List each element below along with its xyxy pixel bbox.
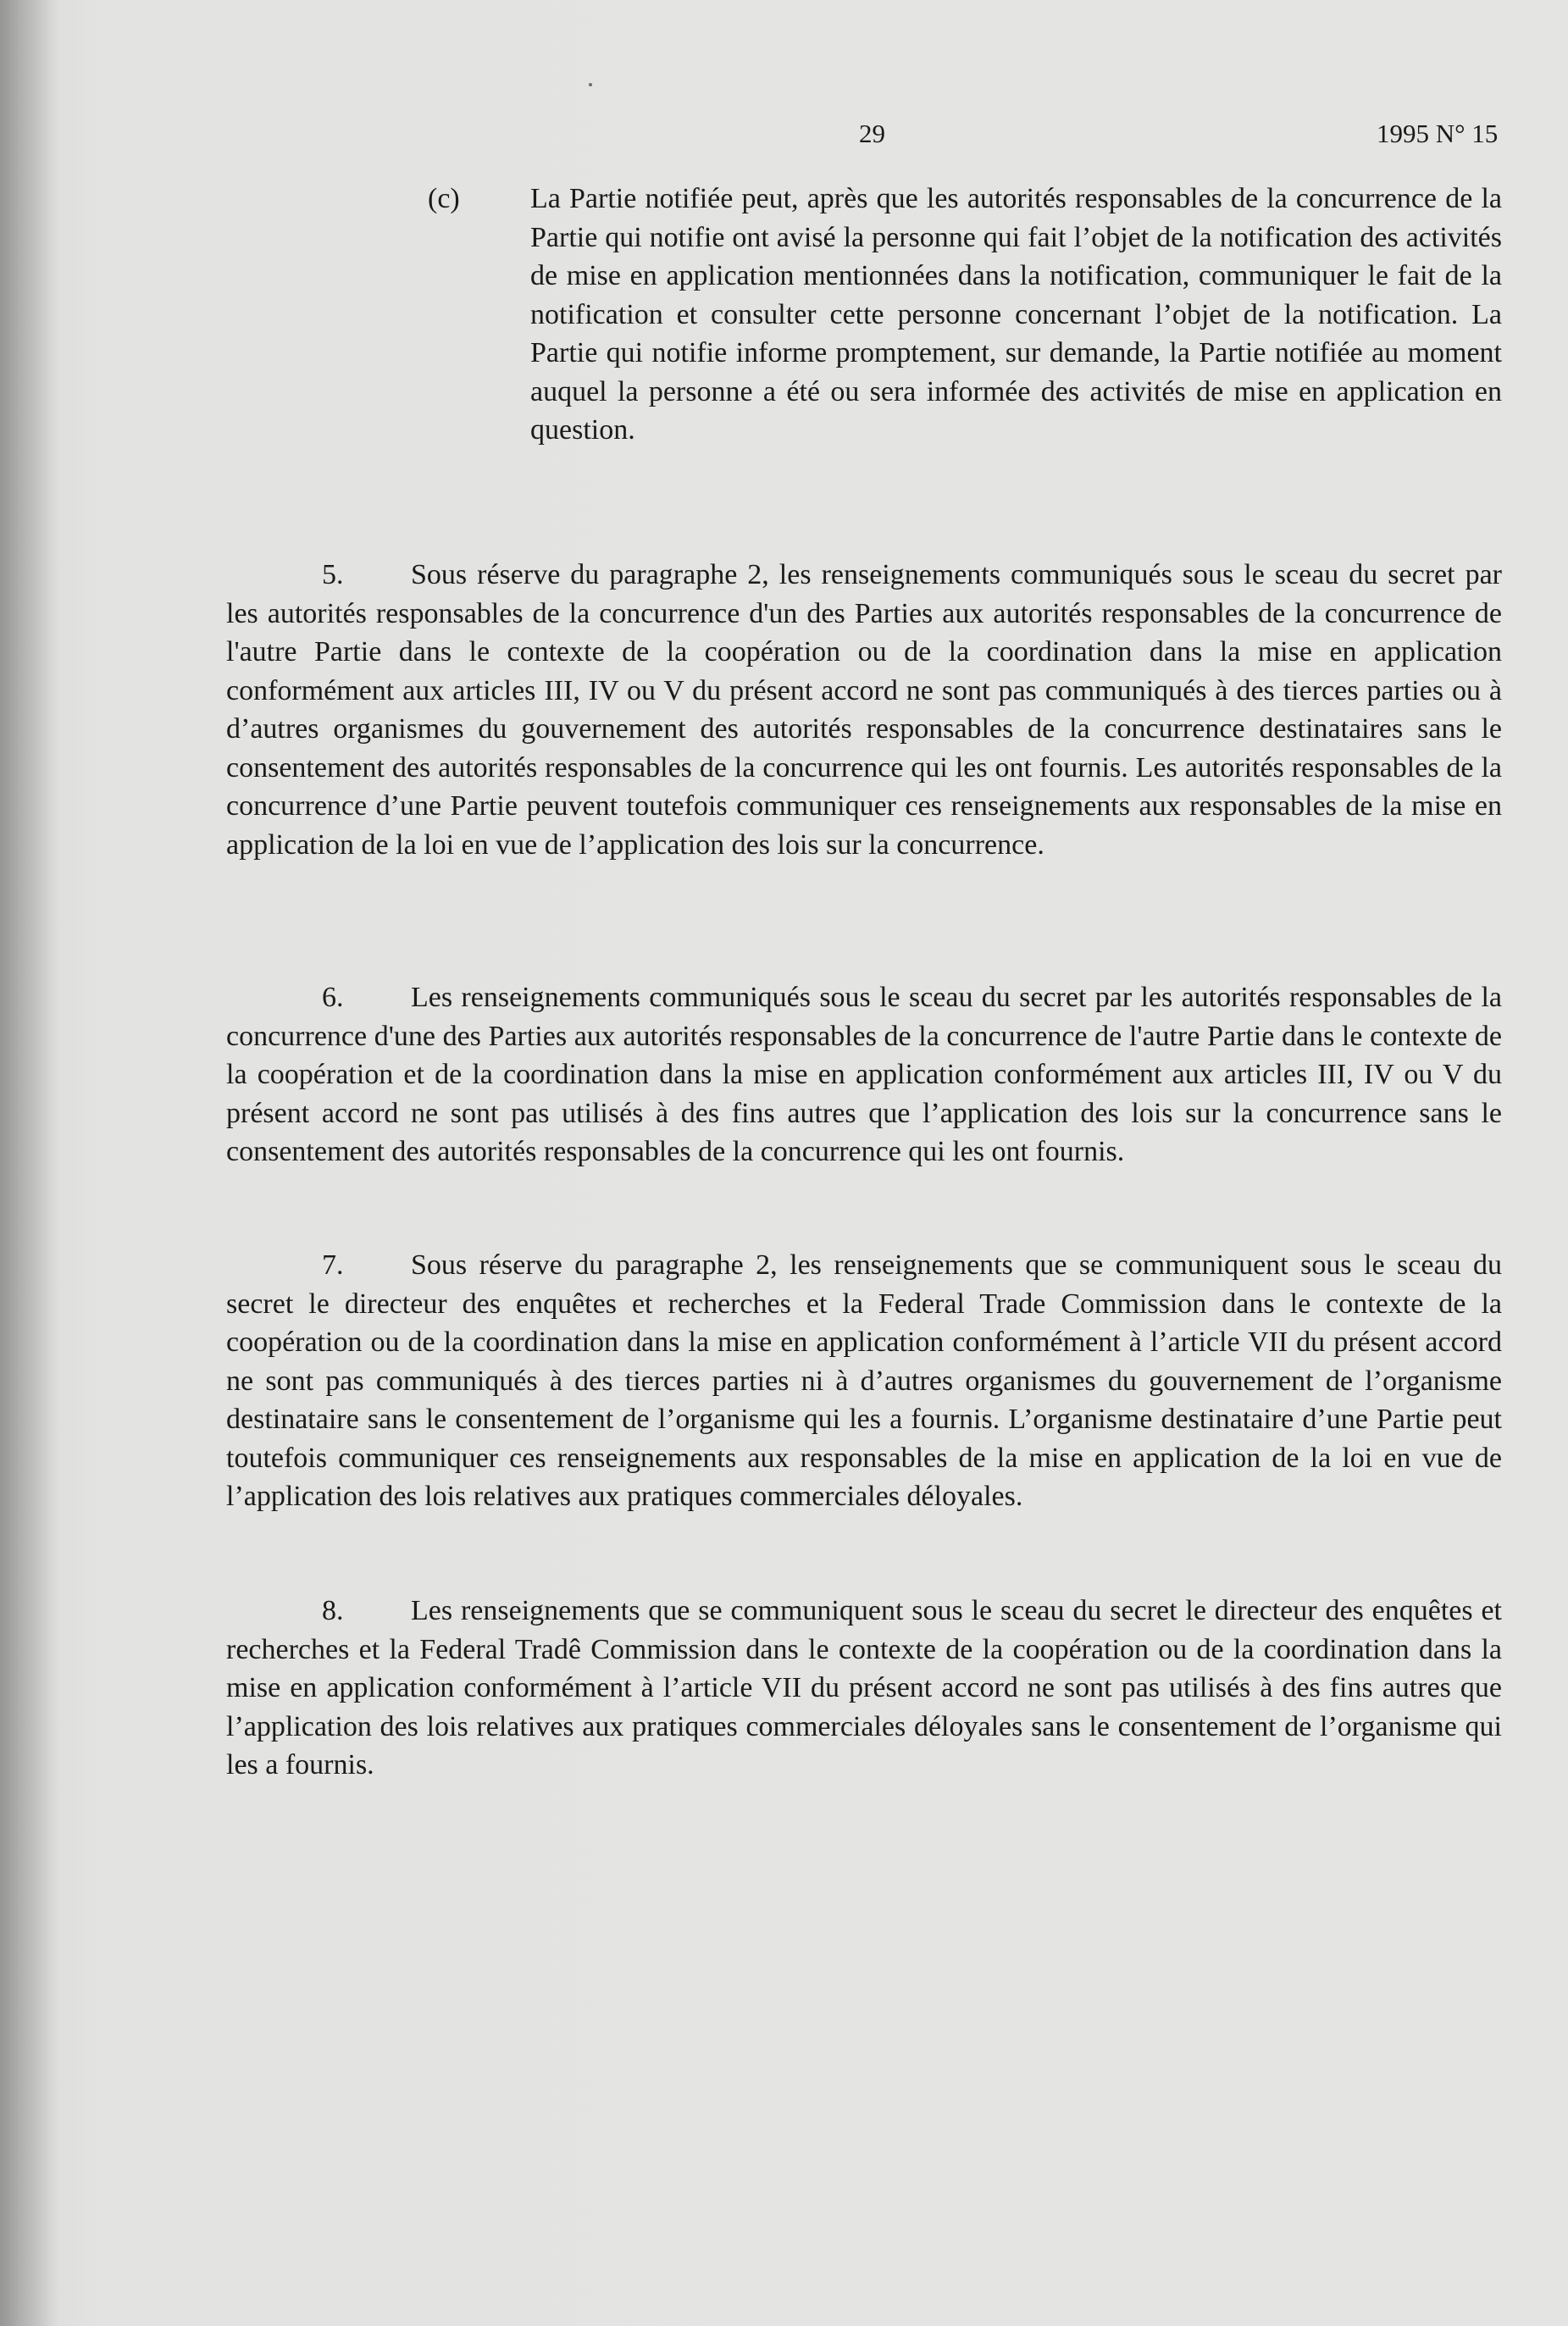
paragraph-text: Les renseignements que se communiquent sous le sceau du secret le directeur des enquêtes et recherches et la Federal Tradê Commission dans le contexte de la coopération ou de la coordination dans la mise en application conformément à l’article VII du présent accord ne sont pas utilisés à des fins autres que l’application des lois relatives aux pratiques commerciales déloyales sans le consentement de l’organisme qui les a fournis. [226,1595,1502,1780]
paragraph-number: 5. [322,559,344,590]
document-reference: 1995 N° 15 [1377,119,1499,148]
paragraph-6 [226,978,1502,1171]
sub-item-label: (c) [428,183,460,214]
paragraph-text: Sous réserve du paragraphe 2, les renseignements que se communiquent sous le sceau du secret le directeur des enquêtes et recherches et la Federal Trade Commission dans le contexte de la coopération ou de la coordination dans la mise en application conformément à l’article VII du présent accord ne sont pas communiqués à des tierces parties ni à d’autres organismes du gouvernement de l’organisme destinataire sans le consentement de l’organisme qui les a fournis. L’organisme destinataire d’une Partie peut toutefois communiquer ces renseignements aux responsables de la mise en application de la loi en vue de l’application des lois relatives aux pratiques commerciales déloyales. [226,1249,1502,1512]
paragraph-number: 7. [322,1249,344,1281]
paragraph-number: 8. [322,1595,344,1626]
paragraph-text: Les renseignements communiqués sous le sceau du secret par les autorités responsables de la concurrence d'une des Parties aux autorités responsables de la concurrence de l'autre Partie dans le contexte de la coopération et de la coordination dans la mise en application conformément aux articles III, IV ou V du présent accord ne sont pas utilisés à des fins autres que l’application des lois sur la concurrence sans le consentement des autorités responsables de la concurrence qui les ont fournis. [226,982,1502,1167]
sub-item-text: La Partie notifiée peut, après que les autorités responsables de la concurrence de la Partie qui notifie ont avisé la personne qui fait l’objet de la notification des activités de mise en application mentionnées dans la notification, communiquer le fait de la notification et consulter cette personne concernant l’objet de la notification. La Partie qui notifie informe promptement, sur demande, la Partie notifiée au moment auquel la personne a été ou sera informée des activités de mise en application en question. [530,183,1502,446]
paragraph-7 [226,1246,1502,1516]
binding-shadow [0,0,59,2326]
print-speck [589,83,592,86]
paragraph-number: 6. [322,982,344,1013]
page-header [0,119,1568,152]
paragraph-5 [226,556,1502,864]
paragraph-8 [226,1592,1502,1785]
page-number: 29 [859,119,885,148]
paragraph-text: Sous réserve du paragraphe 2, les renseignements communiqués sous le sceau du secret par les autorités responsables de la concurrence d'un des Parties aux autorités responsables de la concurrence de l'autre Partie dans le contexte de la coopération ou de la coordination dans la mise en application conformément aux articles III, IV ou V du présent accord ne sont pas communiqués à des tierces parties ou à d’autres organismes du gouvernement des autorités responsables de la concurrence destinataires sans le consentement des autorités responsables de la concurrence qui les ont fournis. Les autorités responsables de la concurrence d’une Partie peuvent toutefois communiquer ces renseignements aux responsables de la mise en application de la loi en vue de l’application des lois sur la concurrence. [226,559,1502,861]
